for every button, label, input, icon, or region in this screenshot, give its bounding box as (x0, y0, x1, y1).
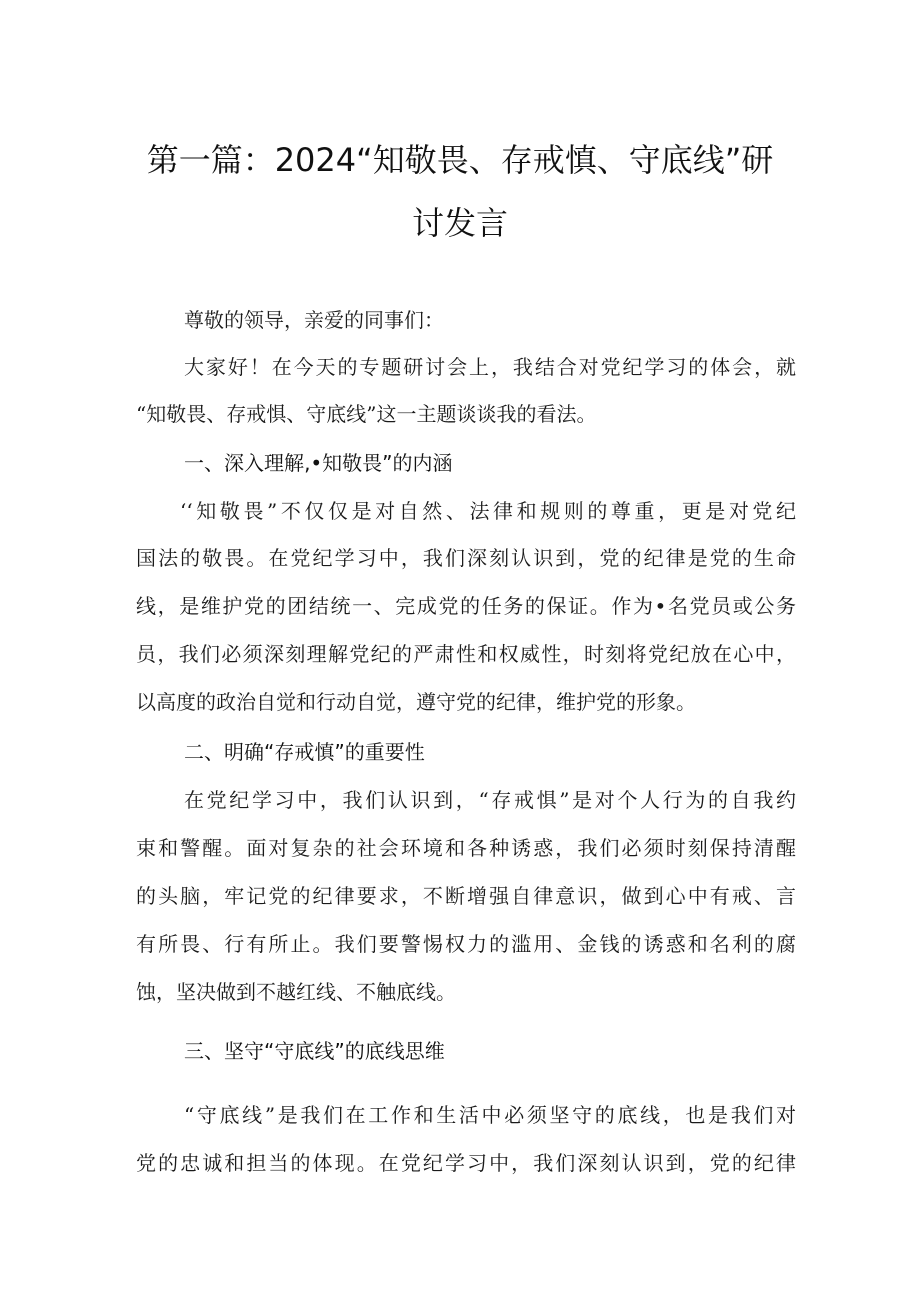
section-2-line-5: 蚀，坚决做到不越红线、不触底线。 (136, 980, 456, 1004)
section-2-heading: 二、明确“存戒慎”的重要性 (184, 740, 425, 764)
section-2-line-2: 束和警醒。面对复杂的社会环境和各种诱惑，我们必须时刻保持清醒 (136, 836, 796, 860)
section-1-line-5: 以高度的政治自觉和行动自觉，遵守党的纪律，维护党的形象。 (136, 690, 696, 714)
section-3-line-1: “守底线”是我们在工作和生活中必须坚守的底线，也是我们对 (184, 1103, 796, 1127)
section-3-heading: 三、坚守“守底线”的底线思维 (184, 1039, 445, 1063)
section-2-line-4: 有所畏、行有所止。我们要警惕权力的滥用、金钱的诱惑和名利的腐 (136, 932, 796, 956)
section-1-heading: 一、深入理解‚•知敬畏”的内涵 (184, 451, 453, 475)
section-1-line-3: 线，是维护党的团结统一、完成党的任务的保证。作为•名党员或公务 (136, 594, 796, 618)
section-3-line-2: 党的忠诚和担当的体现。在党纪学习中，我们深刻认识到，党的纪律 (136, 1151, 796, 1175)
section-1-line-2: 国法的敬畏。在党纪学习中，我们深刻认识到，党的纪律是党的生命 (136, 546, 796, 570)
intro-line-2: “知敬畏、存戒惧、守底线”这一主题谈谈我的看法。 (136, 402, 597, 426)
document-title-line-1: 第一篇：2024“知敬畏、存戒慎、守底线”研 (146, 141, 774, 179)
intro-line-1: 大家好！在今天的专题研讨会上，我结合对党纪学习的体会，就 (184, 355, 796, 379)
section-2-line-3: 的头脑，牢记党的纪律要求，不断增强自律意识，做到心中有戒、言 (136, 884, 796, 908)
section-2-line-1: 在党纪学习中，我们认识到，“存戒惧”是对个人行为的自我约 (184, 788, 796, 812)
section-1-line-1: ‘‘知敬畏”不仅仅是对自然、法律和规则的尊重，更是对党纪 (180, 499, 796, 523)
document-title-line-2: 讨发言 (411, 204, 508, 242)
salutation: 尊敬的领导，亲爱的同事们： (184, 308, 444, 332)
section-1-line-4: 员，我们必须深刻理解党纪的严肃性和权威性，时刻将党纪放在心中， (136, 642, 796, 666)
